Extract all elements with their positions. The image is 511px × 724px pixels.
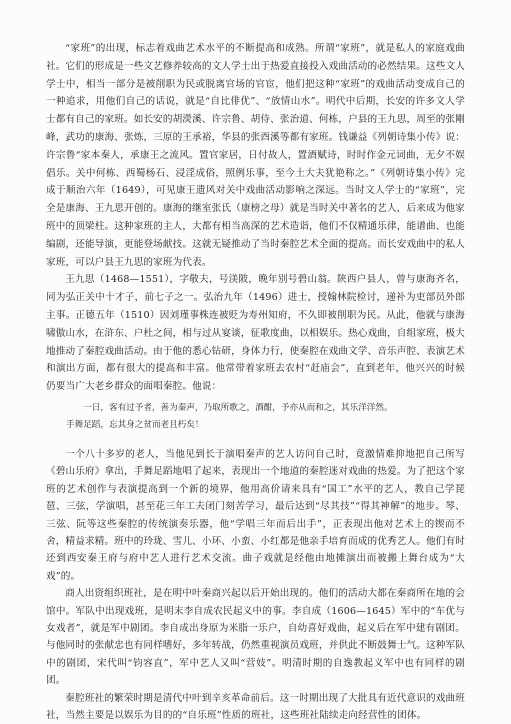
block-quote: 一日，客有过予者，善为秦声，乃取所歌之，酒酣，予亦从而和之，其乐洋洋然。 — [83, 402, 393, 413]
spacer — [46, 434, 465, 446]
paragraph-elderly-fan: 一个八十多岁的老人，当他见到长于演唱秦声的艺人访问自己时，竟激情难抑地把自己所写《碧山乐府》拿出，手舞足蹈地唱了起来，表现出一个地道的秦腔迷对戏曲的热爱。为了把这个家班的艺术创作与表演提高到一个新的境界，他用高价请来具有“国工”水平的艺人，教自己学琵琶、三弦，学演唱，甚至花三年工夫闭门刻苦学习，最后达到“尽其技”“得其神解”的地步。琴、三弦、阮等这些秦腔的传统演奏乐器，他“学唱三年而后出手”，正表现出他对艺术上的锲而不舍，精益求精。班中的玲珑、雪儿、小环、小蛮、小红都是他亲手培育而成的优秀艺人。他们有时还到西安秦王府与府中艺人进行艺术交流。曲子戏就是经他由地摊演出而被搬上舞台成为“大戏”的。 — [46, 448, 465, 582]
paragraph-qing-prosperity: 秦腔班社的繁荣时期是清代中叶到辛亥革命前后。这一时期出现了大批具有近代意识的戏曲班社，当然主要是以娱乐为目的的“自乐班”性质的班社，这些班社陆续走向经营性的团体。 — [46, 692, 465, 722]
paragraph-wang-jiusi: 王九思（1468—1551），字敬夫，号渼陂，晚年别号碧山翁。陕西户县人，曾与康海齐名，同为弘正关中十才子，前七子之一。弘治九年（1496）进士，授翰林院检讨，递补为吏部员外郎主事。正德五年（1510）因刘瑾事株连被贬为寿州知府，不久即被削职为民。从此，他就与康海啸傲山水，在浒东、户杜之间，相与过从宴谈，征歌度曲，以相娱乐。热心戏曲，自组家班，极大地推动了秦腔戏曲活动。由于他的悉心钻研，身体力行，使秦腔在戏曲文学、音乐声腔、表演艺术和演出方面，都有很大的提高和丰富。他常带着家班去农村“赶庙会”，直到老年，他兴兴的时候仍要当广大老乡群众的面唱秦腔。他说： — [46, 274, 465, 393]
paragraph-family-troupes: “家班”的出现，标志着戏曲艺术水平的不断提高和成熟。所谓“家班”，就是私人的家庭戏曲社。它们的形成是一些文艺修养较高的文人学士出于热爱直接投入戏曲活动的必然结果。这些文人学士中，相当一部分是被削职为民或脱离官场的官宦，他们把这种“家班”的戏曲活动变成自己的一种追求，用他们自己的话说，就是“自比俳优”、“放情山水”。明代中后期，长安的许多文人学士都有自己的家班。如长安的胡濙溪、许宗鲁、胡侍、张治道、何栋，户县的王九思，周至的张剛峰，武功的康海、张炼，三原的王承裕，华县的张酉溪等都有家班。钱谦益《列朝诗集小传》说：许宗鲁“家本秦人，承康王之流风。置官家居，日付故人，置酒赋诗，时时作金元词曲，无夕不娱倡乐。关中何栋、西蜀杨石、浸淫成俗，照例乐事，至今土大夫犹艳称之。”《列朝诗集小传》完成于顺治六年（1649），可见康王遗风对关中戏曲活动影响之深远。当时文人学士的“家班”，完全是康海、王九思开创的。康海的继室张氏（康榜之母）就是当时关中著名的艺人，后来成为他家班中的顶梁柱。这种家班的主人，大都有相当高深的艺术造诣，他们不仅精通乐律，能谱曲、也能编剧，还能导演，更能登场献技。这就无疑推动了当时秦腔艺术全面的提高。而长安戏曲中的私人家班，可以户县王九思的家班为代表。 — [46, 43, 465, 268]
paragraph-merchant-military-troupes: 商人出资组织班社，是在明中叶秦商兴起以后开始出现的。他们的活动大都在秦商所在地的会馆中。军队中出现戏班，是明末李自成农民起义中的事。李自成（1606—1645）军中的“车优与女戏者”，就是军中剧团。李自成出身原为米脂一乐户，自幼喜好戏曲，起义后在军中建有剧团。与他同时的张献忠也有同样嗜好，多年转战，仍然重视演员戏班，并供此不断鼓舞士气。这种军队中的剧团，宋代叫“钧容直”，军中艺人又叫“营妓”。明清时期的自逸教起义军中也有同样的剧团。 — [46, 588, 465, 687]
block-quote-continued: 手舞足蹈，忘其身之贫而老且朽矣！ — [66, 419, 204, 430]
